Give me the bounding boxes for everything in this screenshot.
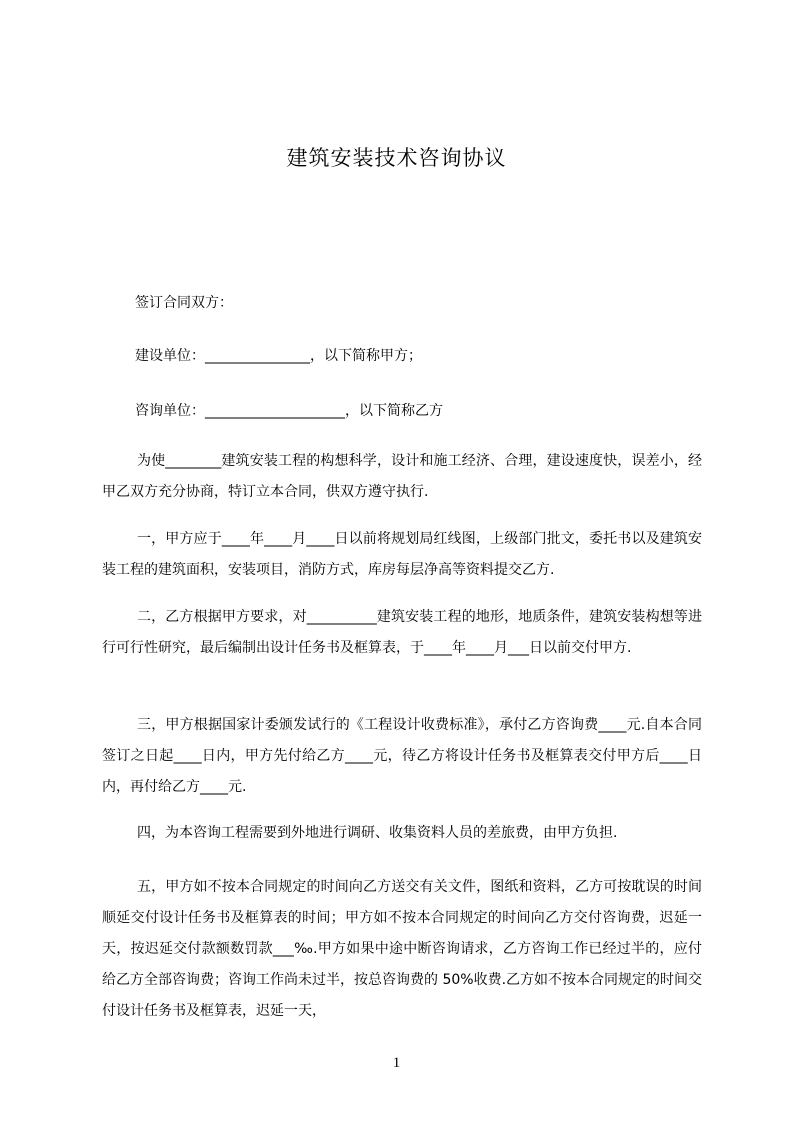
page-number: 1 xyxy=(392,1055,401,1071)
intro-paragraph: 为使________建筑安装工程的构想科学，设计和施工经济、合理，建设速度快，误差小，经甲乙双方充分协商，特订立本合同，供双方遵守执行. xyxy=(102,453,702,500)
party-a-line: 建设单位：_______________，以下简称甲方； xyxy=(135,348,422,364)
document-title: 建筑安装技术咨询协议 xyxy=(286,146,507,170)
party-b-line: 咨询单位：____________________，以下简称乙方 xyxy=(135,403,443,419)
clause-3-paragraph: 三，甲方根据国家计委颁发试行的《工程设计收费标准》，承付乙方咨询费____元.自本合同签订之日起____日内，甲方先付给乙方____元，待乙方将设计任务书及框算表交付甲方后____日内，再付给乙方____元. xyxy=(102,717,702,795)
clause-1-paragraph: 一，甲方应于____年____月____日以前将规划局红线图，上级部门批文，委托书以及建筑安装工程的建筑面积，安装项目，消防方式，库房每层净高等资料提交乙方. xyxy=(102,531,702,578)
clause-2-paragraph: 二，乙方根据甲方要求，对__________建筑安装工程的地形，地质条件，建筑安装构想等进行可行性研究，最后编制出设计任务书及框算表，于____年____月___日以前交付甲方. xyxy=(102,609,702,656)
clause-5-paragraph: 五，甲方如不按本合同规定的时间向乙方送交有关文件，图纸和资料，乙方可按耽误的时间顺延交付设计任务书及框算表的时间；甲方如不按本合同规定的时间向乙方交付咨询费，迟延一天，按迟延交付款额数罚款___‰.甲方如果中途中断咨询请求，乙方咨询工作已经过半的，应付给乙方全部咨询费；咨询工作尚未过半，按总咨询费的 50%收费.乙方如不按本合同规定的时间交付设计任务书及框算表，迟延一天， xyxy=(102,879,703,1019)
clause-4-paragraph: 四，为本咨询工程需要到外地进行调研、收集资料人员的差旅费，由甲方负担. xyxy=(137,825,618,841)
parties-heading: 签订合同双方： xyxy=(135,295,233,311)
